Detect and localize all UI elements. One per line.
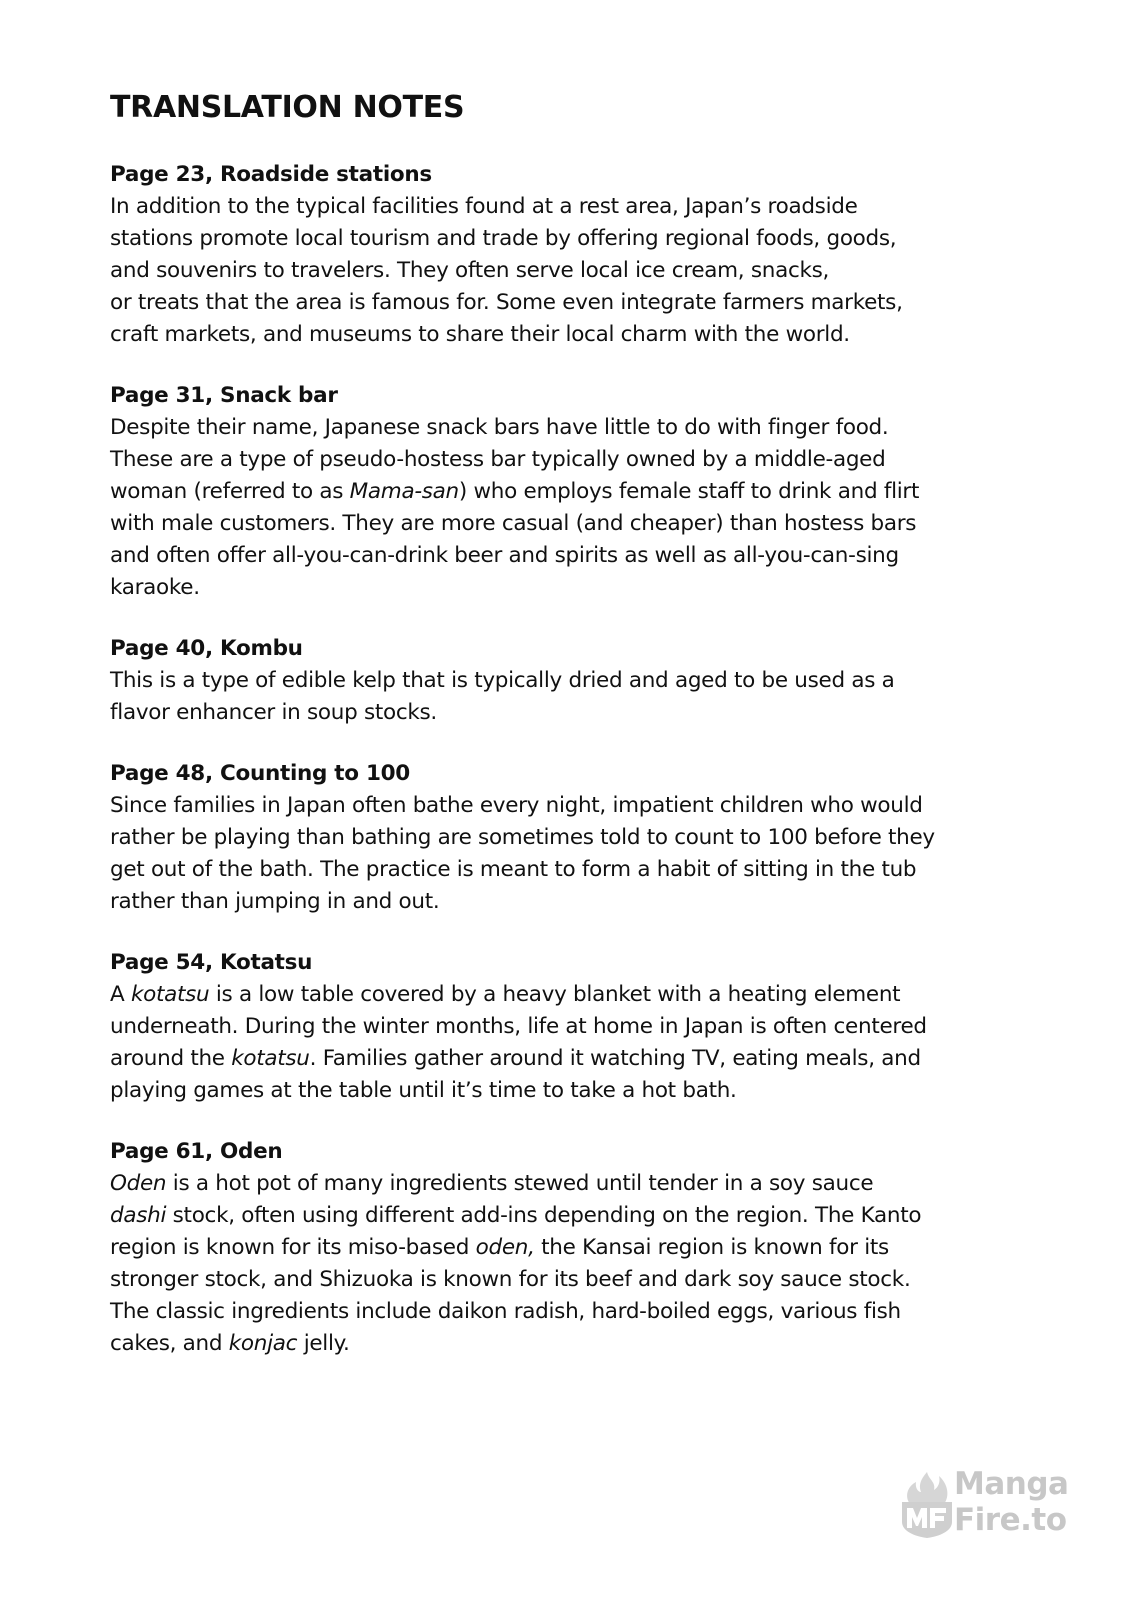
text-segment: A xyxy=(110,982,131,1007)
note-line xyxy=(110,1075,1050,1107)
text-segment: Since families in Japan often bathe every night, impatient children who would xyxy=(110,793,923,818)
italic-term: kotatsu xyxy=(231,1046,310,1071)
text-segment: rather than jumping in and out. xyxy=(110,889,440,914)
text-segment: ) who employs female staff to drink and flirt xyxy=(458,479,920,504)
note-line xyxy=(110,1296,1050,1328)
page-title: TRANSLATION NOTES xyxy=(110,90,465,125)
text-segment: stock, often using different add-ins depending on the region. The Kanto xyxy=(166,1203,922,1228)
text-segment: underneath. During the winter months, life at home in Japan is often centered xyxy=(110,1014,927,1039)
note-line xyxy=(110,412,1050,444)
translation-note xyxy=(110,1137,1050,1360)
text-segment: craft markets, and museums to share their local charm with the world. xyxy=(110,322,850,347)
translation-note xyxy=(110,948,1050,1107)
note-line xyxy=(110,444,1050,476)
text-segment: and often offer all-you-can-drink beer and spirits as well as all-you-can-sing xyxy=(110,543,899,568)
note-body xyxy=(110,790,1050,918)
text-segment: get out of the bath. The practice is meant to form a habit of sitting in the tub xyxy=(110,857,917,882)
italic-term: dashi xyxy=(110,1203,167,1228)
note-line xyxy=(110,979,1050,1011)
text-segment: Despite their name, Japanese snack bars have little to do with finger food. xyxy=(110,415,889,440)
note-line xyxy=(110,476,1050,508)
note-line xyxy=(110,508,1050,540)
note-line xyxy=(110,223,1050,255)
note-line xyxy=(110,1168,1050,1200)
note-heading: Page 48, Counting to 100 xyxy=(110,761,410,786)
text-segment: The classic ingredients include daikon radish, hard-boiled eggs, various fish xyxy=(110,1299,901,1324)
note-line xyxy=(110,572,1050,604)
note-line xyxy=(110,854,1050,886)
note-line xyxy=(110,886,1050,918)
note-heading: Page 31, Snack bar xyxy=(110,383,338,408)
note-line xyxy=(110,1043,1050,1075)
text-segment: This is a type of edible kelp that is typically dried and aged to be used as a xyxy=(110,668,895,693)
note-body xyxy=(110,191,1050,351)
italic-term: kotatsu xyxy=(130,982,210,1007)
notes-list xyxy=(110,160,1050,1360)
watermark xyxy=(896,1466,1071,1544)
text-segment: or treats that the area is famous for. Some even integrate farmers markets, xyxy=(110,290,903,315)
italic-term: oden, xyxy=(475,1235,535,1260)
note-body xyxy=(110,1168,1050,1360)
note-body xyxy=(110,412,1050,604)
note-line xyxy=(110,287,1050,319)
text-segment: In addition to the typical facilities found at a rest area, Japan’s roadside xyxy=(110,194,858,219)
italic-term: Mama-san xyxy=(349,479,459,504)
translation-note xyxy=(110,759,1050,918)
note-line xyxy=(110,319,1050,351)
text-segment: rather be playing than bathing are sometimes told to count to 100 before they xyxy=(110,825,935,850)
note-line xyxy=(110,697,1050,729)
note-body xyxy=(110,665,1050,729)
note-line xyxy=(110,1264,1050,1296)
text-segment: playing games at the table until it’s time to take a hot bath. xyxy=(110,1078,737,1103)
text-segment: These are a type of pseudo-hostess bar typically owned by a middle-aged xyxy=(110,447,886,472)
text-segment: stations promote local tourism and trade by offering regional foods, goods, xyxy=(110,226,897,251)
note-line xyxy=(110,1011,1050,1043)
watermark-line-1: Manga xyxy=(954,1466,1069,1502)
text-segment: the Kansai region is known for its xyxy=(534,1235,889,1260)
note-heading: Page 54, Kotatsu xyxy=(110,950,313,975)
note-body xyxy=(110,979,1050,1107)
text-segment: is a low table covered by a heavy blanket with a heating element xyxy=(209,982,901,1007)
note-heading: Page 40, Kombu xyxy=(110,636,303,661)
text-segment: and souvenirs to travelers. They often serve local ice cream, snacks, xyxy=(110,258,830,283)
note-line xyxy=(110,255,1050,287)
note-line xyxy=(110,1232,1050,1264)
page-content xyxy=(110,88,1050,1390)
note-line xyxy=(110,191,1050,223)
note-heading: Page 61, Oden xyxy=(110,1139,283,1164)
note-heading: Page 23, Roadside stations xyxy=(110,162,432,187)
translation-note xyxy=(110,160,1050,351)
text-segment: cakes, and xyxy=(110,1331,229,1356)
note-line xyxy=(110,822,1050,854)
text-segment: karaoke. xyxy=(110,575,200,600)
text-segment: is a hot pot of many ingredients stewed until tender in a soy sauce xyxy=(166,1171,874,1196)
translation-note xyxy=(110,381,1050,604)
text-segment: with male customers. They are more casual (and cheaper) than hostess bars xyxy=(110,511,917,536)
flame-mf-logo-icon xyxy=(896,1470,958,1540)
note-line xyxy=(110,790,1050,822)
text-segment: around the xyxy=(110,1046,232,1071)
text-segment: stronger stock, and Shizuoka is known for its beef and dark soy sauce stock. xyxy=(110,1267,911,1292)
text-segment: region is known for its miso-based xyxy=(110,1235,476,1260)
note-line xyxy=(110,1200,1050,1232)
italic-term: Oden xyxy=(110,1171,167,1196)
text-segment: . Families gather around it watching TV, eating meals, and xyxy=(309,1046,921,1071)
text-segment: woman (referred to as xyxy=(110,479,350,504)
italic-term: konjac xyxy=(228,1331,298,1356)
note-line xyxy=(110,540,1050,572)
note-line xyxy=(110,1328,1050,1360)
text-segment: jelly. xyxy=(297,1331,350,1356)
note-line xyxy=(110,665,1050,697)
watermark-line-2: Fire.to xyxy=(954,1502,1067,1538)
translation-note xyxy=(110,634,1050,729)
text-segment: flavor enhancer in soup stocks. xyxy=(110,700,437,725)
